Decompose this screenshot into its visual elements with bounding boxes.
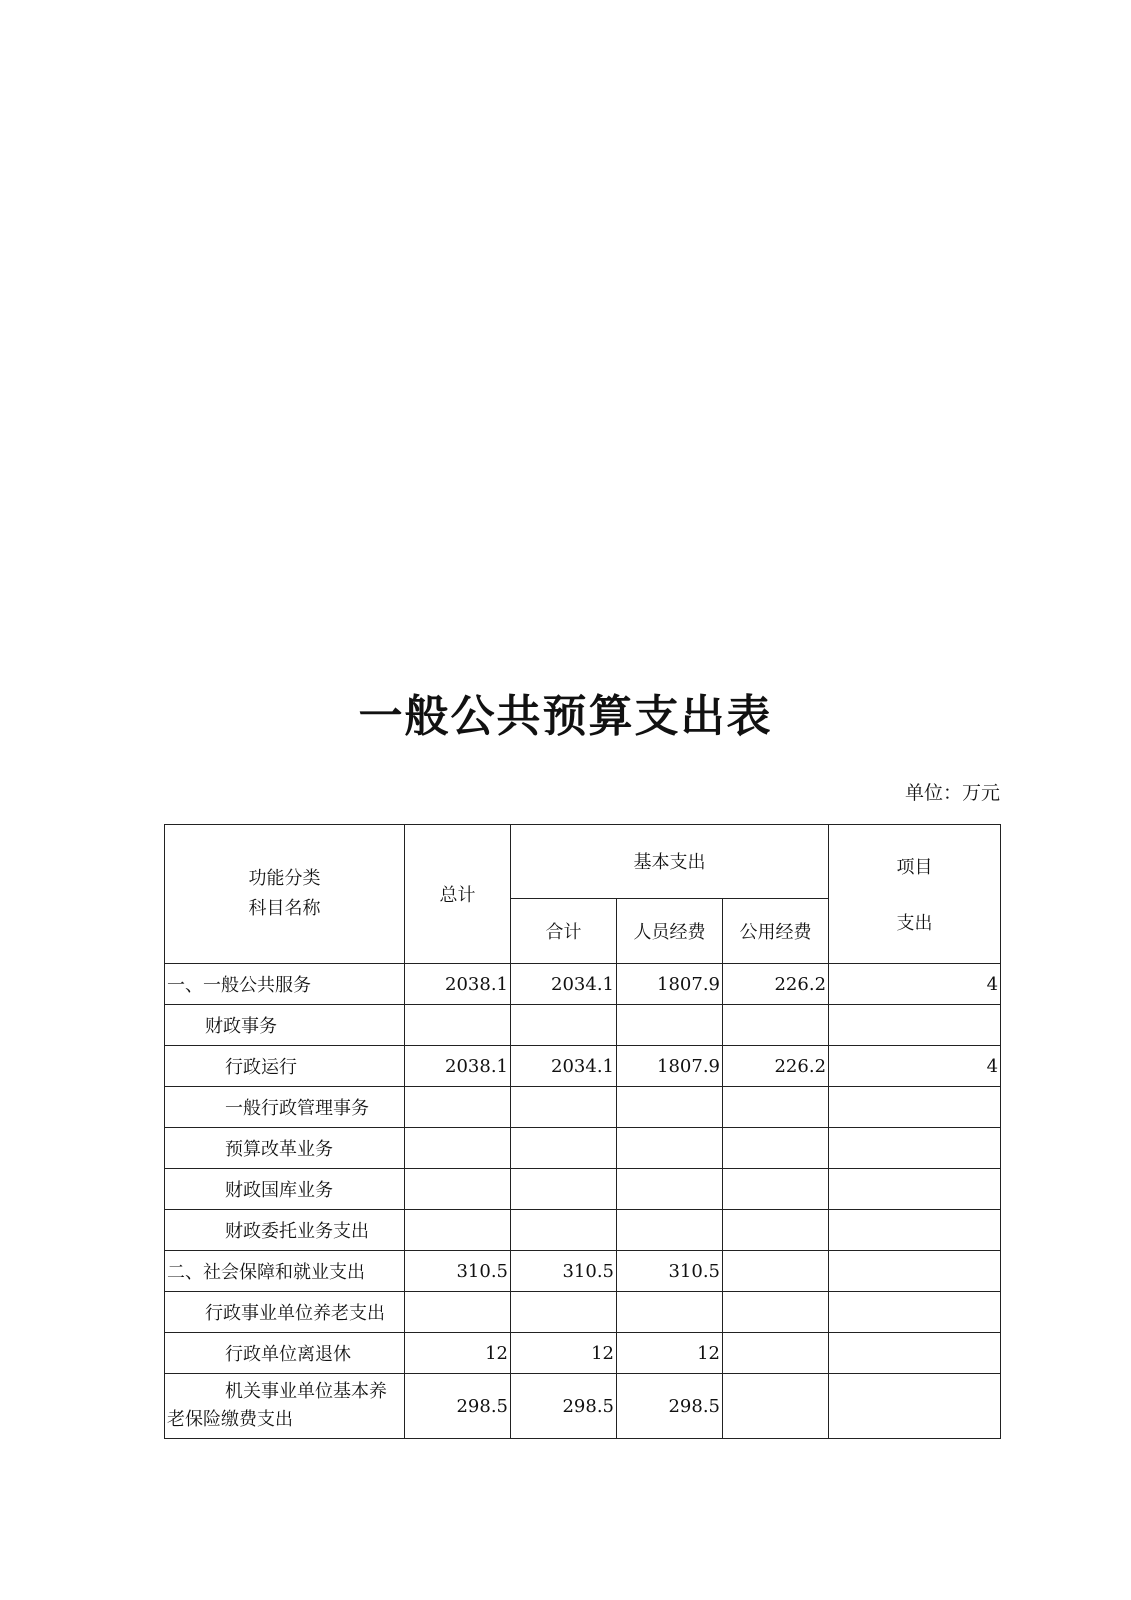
cell-project: [829, 1333, 1001, 1374]
cell-personnel: [617, 1210, 723, 1251]
cell-public: [723, 1333, 829, 1374]
table-row: [165, 964, 1001, 1005]
table-row: [165, 1210, 1001, 1251]
cell-subtotal: [511, 1128, 617, 1169]
budget-table: [164, 824, 1001, 1439]
cell-total: [405, 1169, 511, 1210]
cell-personnel: 298.5: [617, 1374, 723, 1439]
cell-project: [829, 1005, 1001, 1046]
cell-total: [405, 1005, 511, 1046]
cell-public: [723, 1087, 829, 1128]
header-personnel: 人员经费: [617, 898, 723, 963]
row-label: 行政运行: [165, 1046, 405, 1087]
row-label: 行政事业单位养老支出: [165, 1292, 405, 1333]
cell-total: [405, 1128, 511, 1169]
cell-total: 12: [405, 1333, 511, 1374]
header-total: 总计: [405, 825, 511, 964]
table-row: [165, 1005, 1001, 1046]
cell-personnel: 1807.9: [617, 964, 723, 1005]
cell-project: [829, 1087, 1001, 1128]
row-label: 预算改革业务: [165, 1128, 405, 1169]
cell-subtotal: [511, 1005, 617, 1046]
cell-public: [723, 1128, 829, 1169]
table-row: [165, 1251, 1001, 1292]
row-label: 财政国库业务: [165, 1169, 405, 1210]
table-row: [165, 1046, 1001, 1087]
table-row: [165, 1087, 1001, 1128]
table-row: [165, 1169, 1001, 1210]
cell-project: 4: [829, 964, 1001, 1005]
cell-total: [405, 1292, 511, 1333]
cell-personnel: [617, 1087, 723, 1128]
cell-subtotal: 2034.1: [511, 964, 617, 1005]
row-label: 财政事务: [165, 1005, 405, 1046]
cell-public: [723, 1210, 829, 1251]
cell-personnel: 12: [617, 1333, 723, 1374]
table-row: [165, 1292, 1001, 1333]
row-label: 一般行政管理事务: [165, 1087, 405, 1128]
cell-subtotal: [511, 1087, 617, 1128]
row-label: 二、社会保障和就业支出: [165, 1251, 405, 1292]
cell-personnel: [617, 1005, 723, 1046]
cell-project: [829, 1374, 1001, 1439]
cell-subtotal: [511, 1169, 617, 1210]
cell-public: [723, 1292, 829, 1333]
header-subtotal: 合计: [511, 898, 617, 963]
cell-total: 2038.1: [405, 1046, 511, 1087]
cell-personnel: [617, 1128, 723, 1169]
cell-subtotal: 298.5: [511, 1374, 617, 1439]
row-label: 机关事业单位基本养 老保险缴费支出: [165, 1374, 405, 1439]
cell-total: 2038.1: [405, 964, 511, 1005]
cell-project: [829, 1210, 1001, 1251]
page-title: 一般公共预算支出表: [358, 691, 773, 742]
row-label: 行政单位离退休: [165, 1333, 405, 1374]
header-public: 公用经费: [723, 898, 829, 963]
unit-label: 单位：万元: [904, 782, 1000, 804]
cell-public: [723, 1374, 829, 1439]
table-row: [165, 1128, 1001, 1169]
header-function-name: 功能分类 科目名称: [165, 825, 405, 964]
table-row: [165, 1333, 1001, 1374]
cell-project: [829, 1251, 1001, 1292]
cell-personnel: [617, 1169, 723, 1210]
cell-project: [829, 1292, 1001, 1333]
header-basic-expenditure: 基本支出: [511, 825, 829, 899]
cell-personnel: [617, 1292, 723, 1333]
cell-public: [723, 1005, 829, 1046]
cell-subtotal: 2034.1: [511, 1046, 617, 1087]
header-row-1: [165, 825, 1001, 899]
cell-subtotal: 12: [511, 1333, 617, 1374]
cell-total: [405, 1087, 511, 1128]
cell-project: 4: [829, 1046, 1001, 1087]
cell-total: 310.5: [405, 1251, 511, 1292]
cell-project: [829, 1128, 1001, 1169]
cell-public: [723, 1251, 829, 1292]
cell-personnel: 1807.9: [617, 1046, 723, 1087]
header-project-expenditure: 项目 支出: [829, 825, 1001, 964]
table-row: [165, 1374, 1001, 1439]
cell-subtotal: [511, 1292, 617, 1333]
cell-project: [829, 1169, 1001, 1210]
cell-public: 226.2: [723, 964, 829, 1005]
cell-public: 226.2: [723, 1046, 829, 1087]
row-label: 财政委托业务支出: [165, 1210, 405, 1251]
cell-public: [723, 1169, 829, 1210]
cell-total: [405, 1210, 511, 1251]
cell-total: 298.5: [405, 1374, 511, 1439]
cell-subtotal: [511, 1210, 617, 1251]
row-label: 一、一般公共服务: [165, 964, 405, 1005]
cell-subtotal: 310.5: [511, 1251, 617, 1292]
cell-personnel: 310.5: [617, 1251, 723, 1292]
